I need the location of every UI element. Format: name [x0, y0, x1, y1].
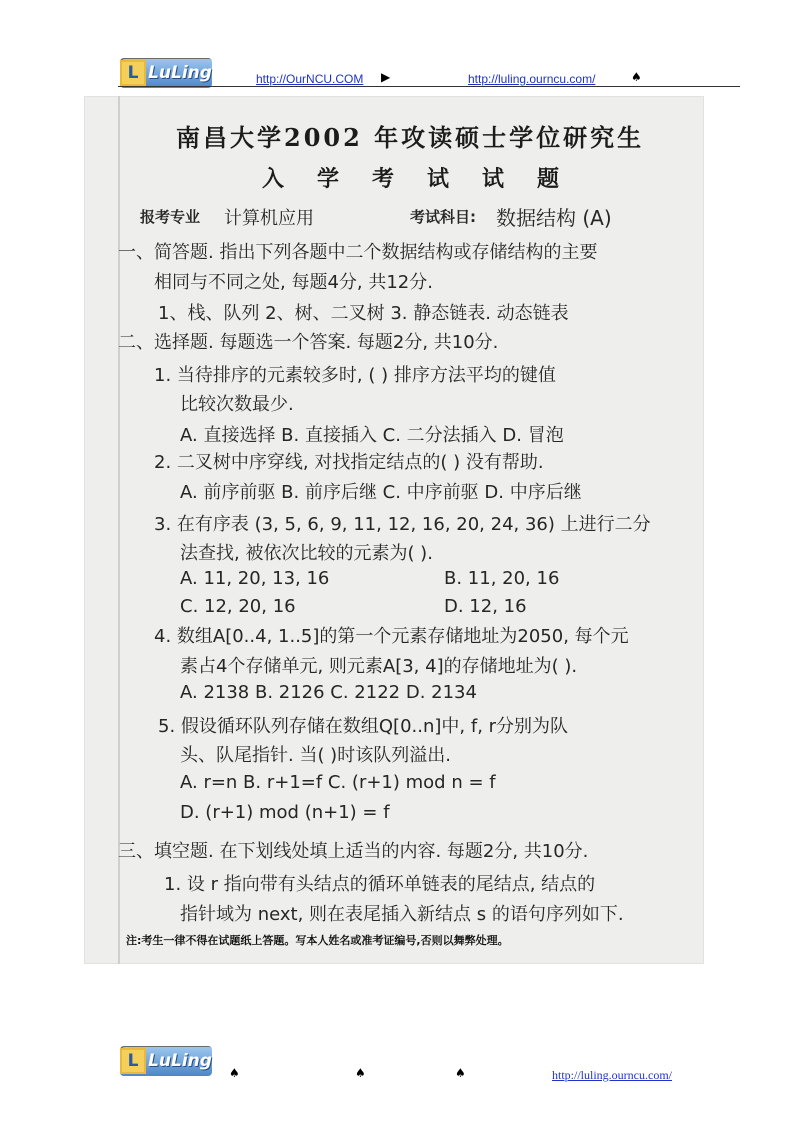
- question-2-4-cont: 素占4个存储单元, 则元素A[3, 4]的存储地址为( ).: [180, 656, 578, 677]
- subject-value: 数据结构 (A): [496, 206, 612, 230]
- question-2-1-options: A. 直接选择 B. 直接插入 C. 二分法插入 D. 冒泡: [180, 425, 564, 446]
- section2-heading: 二、选择题. 每题选一个答案. 每题2分, 共10分.: [118, 332, 499, 353]
- footer-luling-logo: [120, 1046, 212, 1076]
- question-2-3-option-b: B. 11, 20, 16: [444, 568, 560, 589]
- question-2-3: 3. 在有序表 (3, 5, 6, 9, 11, 12, 16, 20, 24, 36) 上进行二分: [154, 514, 651, 535]
- question-2-3-option-c: C. 12, 20, 16: [180, 596, 296, 617]
- exam-title: 南昌大学2002 年攻读硕士学位研究生: [176, 123, 645, 152]
- question-2-1: 1. 当待排序的元素较多时, ( ) 排序方法平均的键值: [154, 365, 556, 386]
- question-3-1: 1. 设 r 指向带有头结点的循环单链表的尾结点, 结点的: [164, 874, 596, 895]
- luling-logo: [120, 58, 212, 88]
- bullet-icon: ▶: [381, 70, 391, 84]
- bullet-icon: ♠: [455, 1066, 466, 1080]
- logo-text: LuLing: [148, 1051, 212, 1071]
- question-2-2-options: A. 前序前驱 B. 前序后继 C. 中序前驱 D. 中序后继: [180, 482, 582, 503]
- question-2-4-options: A. 2138 B. 2126 C. 2122 D. 2134: [180, 682, 477, 703]
- question-2-5: 5. 假设循环队列存储在数组Q[0..n]中, f, r分别为队: [158, 716, 569, 737]
- bullet-icon: ♠: [355, 1066, 366, 1080]
- question-2-4: 4. 数组A[0..4, 1..5]的第一个元素存储地址为2050, 每个元: [154, 626, 629, 647]
- logo-text: LuLing: [148, 63, 212, 83]
- scanned-exam-page: [84, 96, 704, 964]
- header-rule: [118, 86, 740, 87]
- header-link-luling[interactable]: http://luling.ourncu.com/: [468, 72, 596, 86]
- footer-link-luling[interactable]: http://luling.ourncu.com/: [552, 1068, 672, 1082]
- scan-margin-line: [118, 96, 120, 964]
- question-2-5-options: A. r=n B. r+1=f C. (r+1) mod n = f: [180, 772, 496, 793]
- bullet-icon: ♠: [631, 70, 642, 84]
- section1-items: 1、栈、队列 2、树、二叉树 3. 静态链表. 动态链表: [158, 303, 569, 324]
- question-2-5-option-d: D. (r+1) mod (n+1) = f: [180, 802, 390, 823]
- subject-label: 考试科目:: [410, 208, 476, 226]
- header-link-ourncu[interactable]: http://OurNCU.COM: [256, 72, 364, 86]
- bullet-icon: ♠: [229, 1066, 240, 1080]
- section1-heading-cont: 相同与不同之处, 每题4分, 共12分.: [154, 272, 433, 293]
- major-label: 报考专业: [140, 208, 201, 226]
- exam-subtitle: 入学考试试题: [262, 166, 593, 192]
- question-2-3-option-d: D. 12, 16: [444, 596, 527, 617]
- question-2-2: 2. 二叉树中序穿线, 对找指定结点的( ) 没有帮助.: [154, 452, 544, 473]
- exam-footnote: 注:考生一律不得在试题纸上答题。写本人姓名或准考证编号,否则以舞弊处理。: [126, 934, 509, 947]
- logo-l-icon: L: [120, 1048, 146, 1074]
- section3-heading: 三、填空题. 在下划线处填上适当的内容. 每题2分, 共10分.: [118, 841, 589, 862]
- question-2-3-cont: 法查找, 被依次比较的元素为( ).: [180, 543, 433, 564]
- section1-heading: 一、简答题. 指出下列各题中二个数据结构或存储结构的主要: [118, 242, 598, 263]
- major-value: 计算机应用: [224, 208, 314, 229]
- question-2-1-cont: 比较次数最少.: [180, 394, 294, 415]
- question-3-1-cont: 指针域为 next, 则在表尾插入新结点 s 的语句序列如下.: [180, 904, 624, 925]
- logo-l-icon: L: [120, 60, 146, 86]
- question-2-3-option-a: A. 11, 20, 13, 16: [180, 568, 330, 589]
- question-2-5-cont: 头、队尾指针. 当( )时该队列溢出.: [180, 745, 451, 766]
